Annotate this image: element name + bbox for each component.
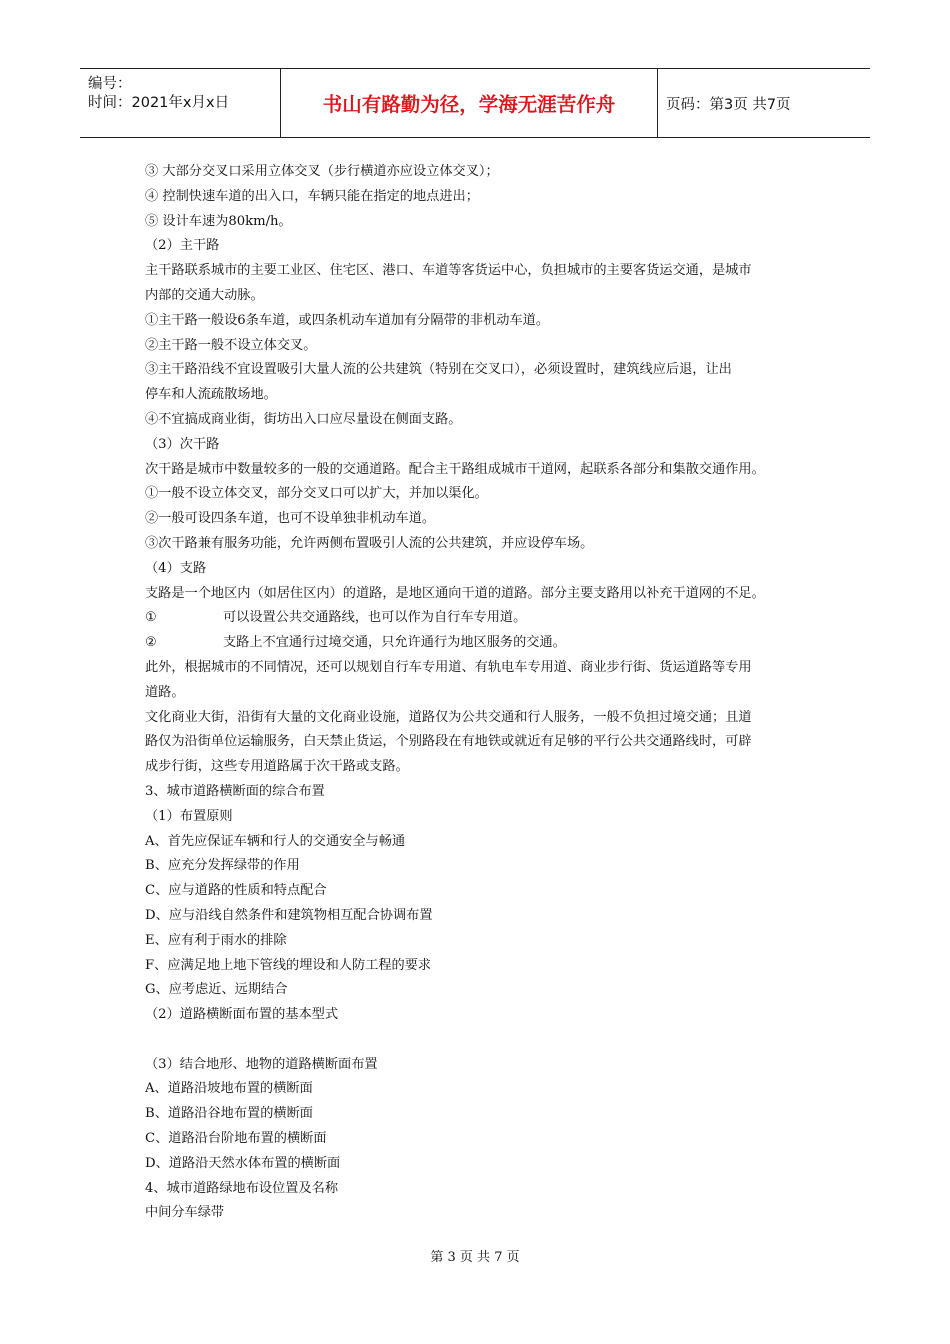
paragraph-line: 次干路是城市中数量较多的一般的交通道路。配合主干路组成城市干道网，起联系各部分和集散交通作用。 <box>145 461 765 477</box>
section-heading: （1）布置原则 <box>145 808 233 824</box>
page-footer: 第 3 页 共 7 页 <box>430 1250 520 1265</box>
paragraph-line: 主干路联系城市的主要工业区、住宅区、港口、车道等客货运中心，负担城市的主要客货运交通，是城市 <box>145 263 752 279</box>
paragraph-line: 中间分车绿带 <box>145 1205 225 1221</box>
list-item: C、道路沿台阶地布置的横断面 <box>145 1131 327 1147</box>
list-item: F、应满足地上地下管线的埋设和人防工程的要求 <box>145 957 432 973</box>
section-heading: 3、城市道路横断面的综合布置 <box>145 783 325 799</box>
list-item: A、道路沿坡地布置的横断面 <box>145 1081 313 1097</box>
section-heading: （3）结合地形、地物的道路横断面布置 <box>145 1056 378 1072</box>
list-item: B、应充分发挥绿带的作用 <box>145 858 300 874</box>
paragraph-line: 成步行街，这些专用道路属于次干路或支路。 <box>145 759 409 775</box>
paragraph-line: ④不宜搞成商业街，街坊出入口应尽量设在侧面支路。 <box>145 411 462 427</box>
header-page-number: 页码：第3页 共7页 <box>666 96 791 113</box>
item-number: ② <box>145 635 157 651</box>
list-item: A、首先应保证车辆和行人的交通安全与畅通 <box>145 833 406 849</box>
list-item: B、道路沿谷地布置的横断面 <box>145 1106 313 1122</box>
item-number: ① <box>145 610 157 626</box>
document-body <box>145 160 815 1226</box>
list-item: C、应与道路的性质和特点配合 <box>145 883 327 899</box>
item-text: 支路上不宜通行过境交通，只允许通行为地区服务的交通。 <box>223 635 566 651</box>
paragraph-line: 道路。 <box>145 684 185 700</box>
header-motto: 书山有路勤为径，学海无涯苦作舟 <box>281 69 658 137</box>
document-date: 时间：2021年x月x日 <box>88 95 230 111</box>
list-item: E、应有利于雨水的排除 <box>145 932 287 948</box>
paragraph-line: ③ 大部分交叉口采用立体交叉（步行横道亦应设立体交叉）； <box>145 164 499 179</box>
item-text: 可以设置公共交通路线，也可以作为自行车专用道。 <box>223 610 527 626</box>
paragraph-line: ⑤ 设计车速为80km/h。 <box>145 213 292 229</box>
paragraph-line: 内部的交通大动脉。 <box>145 287 264 303</box>
paragraph-line: 支路是一个地区内（如居住区内）的道路，是地区通向干道的道路。部分主要支路用以补充干道网的不足。 <box>145 585 765 601</box>
paragraph-line: 停车和人流疏散场地。 <box>145 387 277 403</box>
list-item: D、应与沿线自然条件和建筑物相互配合协调布置 <box>145 907 433 923</box>
paragraph-line: ①主干路一般设6条车道，或四条机动车道加有分隔带的非机动车道。 <box>145 312 550 328</box>
section-heading: （3）次干路 <box>145 436 220 452</box>
paragraph-line: ②一般可设四条车道，也可不设单独非机动车道。 <box>145 511 436 527</box>
paragraph-line: ②主干路一般不设立体交叉。 <box>145 337 317 353</box>
paragraph-line: ④ 控制快速车道的出入口，车辆只能在指定的地点进出； <box>145 188 479 204</box>
paragraph-line: 此外，根据城市的不同情况，还可以规划自行车专用道、有轨电车专用道、商业步行街、货运道路等专用 <box>145 659 752 675</box>
header-meta <box>80 69 281 137</box>
document-number: 编号： <box>88 76 132 92</box>
numbered-item <box>145 606 815 631</box>
paragraph-line: ①一般不设立体交叉，部分交叉口可以扩大，并加以渠化。 <box>145 486 488 502</box>
list-item: D、道路沿天然水体布置的横断面 <box>145 1155 341 1171</box>
paragraph-line: 路仅为沿街单位运输服务，白天禁止货运，个别路段在有地铁或就近有足够的平行公共交通路线时，可辟 <box>145 734 752 750</box>
paragraph-line: ③主干路沿线不宜设置吸引大量人流的公共建筑（特别在交叉口），必须设置时，建筑线应后退，让出 <box>145 362 732 378</box>
paragraph-line: ③次干路兼有服务功能，允许两侧布置吸引人流的公共建筑，并应设停车场。 <box>145 535 594 551</box>
paragraph-line: 文化商业大街，沿街有大量的文化商业设施，道路仅为公共交通和行人服务，一般不负担过境交通；且道 <box>145 709 752 725</box>
blank-line <box>145 1028 815 1053</box>
section-heading: （2）道路横断面布置的基本型式 <box>145 1007 339 1023</box>
page-header <box>80 68 870 138</box>
section-heading: （2）主干路 <box>145 238 220 254</box>
section-heading: （4）支路 <box>145 560 207 576</box>
section-heading: 4、城市道路绿地布设位置及名称 <box>145 1180 339 1196</box>
list-item: G、应考虑近、远期结合 <box>145 982 288 998</box>
numbered-item <box>145 631 815 656</box>
